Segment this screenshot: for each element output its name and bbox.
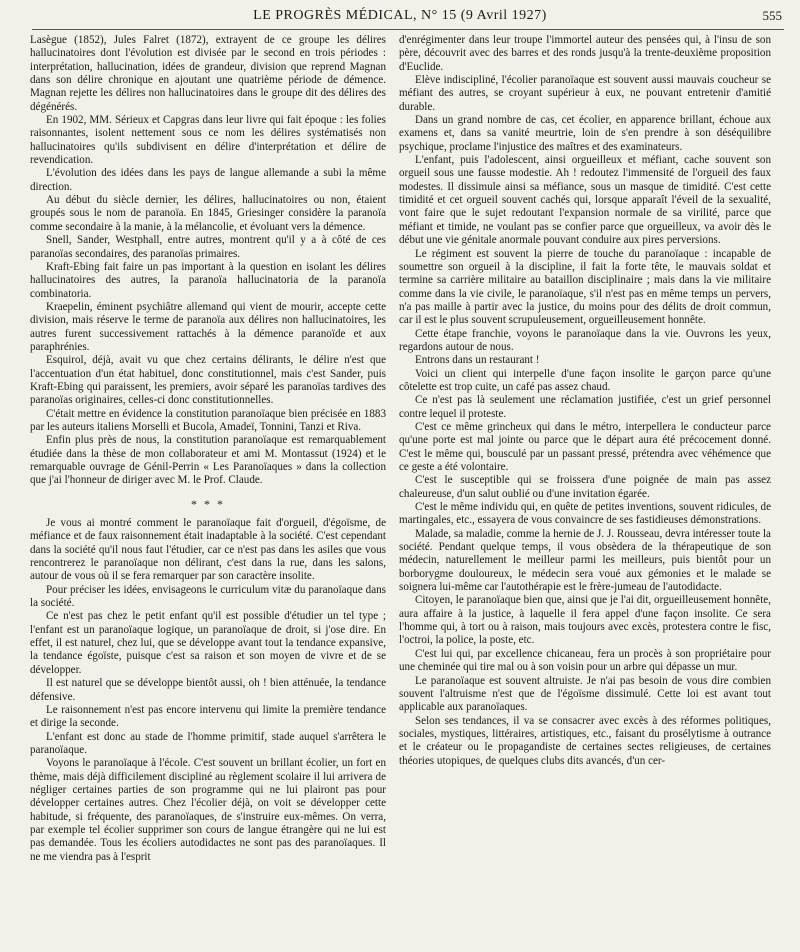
paragraph: Lasègue (1852), Jules Falret (1872), extrayent de ce groupe les délires hallucinatoires dont l'évolution est divisée par le second en trois périodes : interprétation, hallucination, idées de grandeur, division que reprend Magnan dans son délire chronique en ajoutant une quatrième période de démence. Magnan rejette les délires non hallucinatoires dans le groupe dit des délires des dégénérés. bbox=[30, 34, 386, 113]
paragraph: Voyons le paranoïaque à l'école. C'est souvent un brillant écolier, un fort en thème, mais déjà difficilement discipliné au règlement scolaire il lui arrivera de négliger certaines parties de son programme qui ne lui plairont pas pour développer certaines autres. Chez l'écolier déjà, on voit se développer cette habitude, si fréquente, des paranoïaques, de s'instruire eux-mêmes. On verra, par exemple tel écolier supprimer son cours de langue étrangère qui ne lui est pas demandée. Tous les écoliers autodidactes ne sont pas des paranoïaques. Il ne me viendra pas à l'esprit bbox=[30, 757, 386, 863]
paragraph: Esquirol, déjà, avait vu que chez certains délirants, le délire n'est que l'accentuation d'un état habituel, donc constitutionnel, mais c'est Sander, puis Kraft-Ebing qui paraissent, les premiers, avoir séparé les paranoïas tardives des paranoïas originaires, celles-ci donc constitutionnelles. bbox=[30, 354, 386, 407]
paragraph: Ce n'est pas chez le petit enfant qu'il est possible d'étudier un tel type ; l'enfant est un paranoïaque logique, un paranoïaque de droit, si j'ose dire. En effet, il est naturel, chez lui, que se développe avant tout la tendance expansive, la tendance égoïste, puisque c'est sa raison et son moyen de vivre et de se développer. bbox=[30, 610, 386, 676]
paragraph: Pour préciser les idées, envisageons le curriculum vitæ du paranoïaque dans la société. bbox=[30, 583, 386, 610]
paragraph: Cette étape franchie, voyons le paranoïaque dans la vie. Ouvrons les yeux, regardons autour de nous. bbox=[399, 327, 771, 353]
paragraph: Citoyen, le paranoïaque bien que, ainsi que je l'ai dit, orgueilleusement honnête, aura affaire à la justice, à laquelle il fera appel d'une façon insolite. Ce sera l'homme qui, à tort ou à raison, mais toujours avec excès, protestera contre le fisc, l'octroi, la police, la poste, etc. bbox=[399, 594, 771, 647]
paragraph: Kraft-Ebing fait faire un pas important à la question en isolant les délires hallucinatoires des autres, la paranoïa hallucinatoria de la paranoïa combinatoria. bbox=[30, 260, 386, 300]
paragraph: Dans un grand nombre de cas, cet écolier, en apparence brillant, échoue aux examens et, dans sa vanité meurtrie, loin de s'en prendre à son déséquilibre psychique, proclame l'injustice des maîtres et des examinateurs. bbox=[399, 114, 771, 153]
paragraph: Snell, Sander, Westphall, entre autres, montrent qu'il y a à côté de ces paranoïas secondaires, des paranoïas primaires. bbox=[30, 234, 386, 260]
paragraph: C'était mettre en évidence la constitution paranoïaque bien précisée en 1883 par les auteurs italiens Morselli et Bucola, Amadeï, Tonnini, Tanzi et Riva. bbox=[30, 407, 386, 433]
running-header bbox=[0, 8, 800, 28]
paragraph: Enfin plus près de nous, la constitution paranoïaque est remarquablement étudiée dans la thèse de mon collaborateur et ami M. Montassut (1924) et le remarquable ouvrage de Génil-Perrin « Les Paranoïaques » dans la collection que j'ai l'honneur de diriger avec M. le Prof. Claude. bbox=[30, 434, 386, 487]
paragraph: Malade, sa maladie, comme la hernie de J. J. Rousseau, devra intéresser toute la société. Pendant quelque temps, il vous obsèdera de la thérapeutique de son médecin, naturellement le meilleur parmi les meilleurs, puis bientôt pour un borborygme douloureux, le médecin sera voué aux gémonies et le malade se soignera lui-même car l'autothérapie est le frère-jumeau de l'autodidacte. bbox=[399, 527, 771, 594]
paragraph: C'est ce même grincheux qui dans le métro, interpellera le conducteur parce qu'une porte est mal jointe ou parce que le départ aura été précocement donné. C'est le même qui, bousculé par un passant pressé, prétendra avec véhémence que ce geste a été volontaire. bbox=[399, 420, 771, 473]
paragraph: Voici un client qui interpelle d'une façon insolite le garçon parce qu'une côtelette est trop cuite, un café pas assez chaud. bbox=[399, 367, 771, 393]
paragraph: En 1902, MM. Sérieux et Capgras dans leur livre qui fait époque : les folies raisonnantes, isolent nettement sous ce nom les délires systématisés non hallucinatoires qu'ils subdivisent en délire d'interprétation et délire de revendication. bbox=[30, 114, 386, 167]
journal-title: LE PROGRÈS MÉDICAL, N° 15 (9 Avril 1927) bbox=[253, 8, 547, 23]
paragraph: C'est le susceptible qui se froissera d'une poignée de main pas assez chaleureuse, d'un salut oublié ou d'une invitation égarée. bbox=[399, 474, 771, 500]
paragraph: Selon ses tendances, il va se consacrer avec excès à des réformes politiques, sociales, mystiques, littéraires, artistiques, etc., faisant du prosélytisme à outrance et le créateur ou le propagandiste de certaines sectes religieuses, de certaines théories utopiques, de quelques clubs dits avancés, d'un cer- bbox=[399, 714, 771, 767]
paragraph: L'enfant est donc au stade de l'homme primitif, stade auquel s'arrêtera le paranoïaque. bbox=[30, 730, 386, 756]
paragraph: L'évolution des idées dans les pays de langue allemande a subi la même direction. bbox=[30, 167, 386, 193]
paragraph: Ce n'est pas là seulement une réclamation justifiée, c'est un grief personnel contre lequel il proteste. bbox=[399, 394, 771, 420]
paragraph: Elève indiscipliné, l'écolier paranoïaque est souvent aussi mauvais coucheur se méfiant des autres, se croyant supérieur à eux, ne pouvant entretenir d'amitié durable. bbox=[399, 74, 771, 113]
header-rule bbox=[32, 29, 784, 30]
page-number: 555 bbox=[762, 8, 782, 23]
paragraph: Il est naturel que se développe bientôt aussi, oh ! bien atténuée, la tendance défensive. bbox=[30, 677, 386, 703]
paragraph: d'enrégimenter dans leur troupe l'immortel auteur des pensées qui, à l'insu de son père, découvrit avec des barres et des ronds jusqu'à la trente-deuxième proposition d'Euclide. bbox=[399, 34, 771, 73]
paragraph: Le paranoïaque est souvent altruiste. Je n'ai pas besoin de vous dire combien souvent l'altruisme n'est que de l'égoïsme dissimulé. Cette loi est avant tout applicable aux paranoïaques. bbox=[399, 674, 771, 714]
paragraph: Au début du siècle dernier, les délires, hallucinatoires ou non, étaient groupés sous le nom de paranoïa. En 1845, Griesinger considère la paranoïa comme secondaire à la manie, à la mélancolie, et évoluant vers la démence. bbox=[30, 194, 386, 233]
paragraph: L'enfant, puis l'adolescent, ainsi orgueilleux et méfiant, cache souvent son orgueil sous une fausse modestie. Ah ! redoutez l'immensité de l'orgueil des faux modestes. Il dissimule ainsi sa méfiance, sous un masque de timidité. C'est cette timidité et cet orgueil souvent cachés qui, lorsque apparaît l'éveil de la sexualité, vont faire que le sujet redoutant l'expansion normale de sa virilité, parce que méfiant et timide, ne voulant pas se confier parce que orgueilleux, va avoir dès le début une vie génitale anormale pouvant conduire aux pires perversions. bbox=[399, 154, 771, 247]
paragraph: Entrons dans un restaurant ! bbox=[415, 354, 540, 367]
paragraph: Le régiment est souvent la pierre de touche du paranoïaque : incapable de soumettre son orgueil à la discipline, il fait la forte tête, le mauvais soldat et termine sa carrière militaire au bataillon disciplinaire ; mais dans la vie militaire comme dans la vie civile, le paranoïaque, s'il n'est pas en même temps un pervers, n'a pas maille à partir avec la justice, du moins pour des délits de droit commun, car il est le plus souvent scrupuleusement, orgueilleusement honnête. bbox=[399, 247, 771, 327]
paragraph: C'est le même individu qui, en quête de petites inventions, souvent ridicules, de martingales, etc., essayera de vous convaincre de ses fastidieuses démonstrations. bbox=[399, 501, 771, 527]
paragraph: Je vous ai montré comment le paranoïaque fait d'orgueil, d'égoïsme, de méfiance et de faux raisonnement était inadaptable à la société. C'est cependant dans la société qu'il nous faut l'étudier, car ce n'est pas dans les asiles que vous rencontrerez le paranoïaque non délirant, c'est dans la rue, dans les salons, autour de vous où il se fera remarquer par son caractère insolite. bbox=[30, 517, 386, 583]
left-column bbox=[30, 34, 386, 864]
section-separator: * * * bbox=[191, 496, 225, 511]
paragraph: Le raisonnement n'est pas encore intervenu qui limite la première tendance et dirige la seconde. bbox=[30, 703, 386, 730]
right-column bbox=[399, 34, 771, 768]
paragraph: Kraepelin, éminent psychiâtre allemand qui vient de mourir, accepte cette division, mais réserve le terme de paranoïa aux délires non hallucinatoires, les autres furent successivement rattachés à la démence paranoïde et aux paraphrénies. bbox=[30, 300, 386, 353]
paragraph: C'est lui qui, par excellence chicaneau, fera un procès à son propriétaire pour une cheminée qui tire mal ou à son voisin pour un arbre qui dépasse un mur. bbox=[399, 647, 771, 674]
